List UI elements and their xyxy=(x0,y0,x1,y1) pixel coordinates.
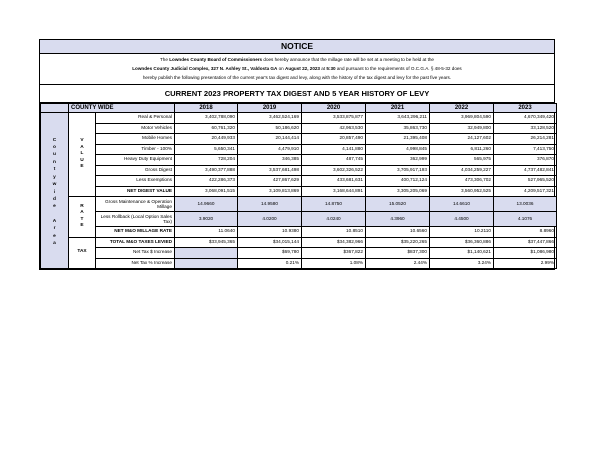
rate-cell: 4.3960 xyxy=(366,212,430,227)
year-header: 2021 xyxy=(366,104,430,113)
year-header: 2023 xyxy=(494,104,557,113)
value-cell: 362,999 xyxy=(366,155,430,166)
header-corner xyxy=(41,104,69,113)
notice-body xyxy=(40,54,554,85)
rate-cell: 4.0200 xyxy=(238,212,302,227)
table-row xyxy=(41,186,557,197)
table-row xyxy=(41,134,557,145)
value-cell: 3,490,377,888 xyxy=(175,165,238,176)
table-row xyxy=(41,144,557,155)
table-row xyxy=(41,155,557,166)
value-cell: 400,712,124 xyxy=(366,176,430,187)
tax-cell: $37,447,866 xyxy=(494,237,557,248)
table-title: CURRENT 2023 PROPERTY TAX DIGEST AND 5 YEAR HISTORY OF LEVY xyxy=(40,85,554,103)
row-label: Gross Maintenance & Operation Millage xyxy=(96,197,175,212)
value-cell: 728,204 xyxy=(175,155,238,166)
value-cell: 3,533,875,877 xyxy=(302,113,366,124)
value-cell: 20,857,490 xyxy=(302,134,366,145)
county-wide-header: COUNTY WIDE xyxy=(69,104,175,113)
value-cell: 3,643,296,211 xyxy=(366,113,430,124)
tax-cell: 1.08% xyxy=(302,258,366,269)
tax-cell: $1,086,980 xyxy=(494,248,557,259)
row-label: Real & Personal xyxy=(96,113,175,124)
value-cell: 26,214,281 xyxy=(494,134,557,145)
notice-document xyxy=(39,39,555,270)
year-header: 2019 xyxy=(238,104,302,113)
value-cell: 4,141,880 xyxy=(302,144,366,155)
header-row xyxy=(41,104,557,113)
tax-cell: 2.44% xyxy=(366,258,430,269)
digest-table xyxy=(40,103,557,269)
value-cell: 4,737,482,841 xyxy=(494,165,557,176)
rate-cell: 8.8960 xyxy=(494,227,557,238)
rate-cell: 10.8510 xyxy=(302,227,366,238)
table-row xyxy=(41,176,557,187)
value-cell: 3,705,917,193 xyxy=(366,165,430,176)
row-label: Net Tax % Increase xyxy=(96,258,175,269)
value-cell: 3,462,524,169 xyxy=(238,113,302,124)
row-label: Net Tax $ Increase xyxy=(96,248,175,259)
rate-cell: 10.6560 xyxy=(366,227,430,238)
value-cell: 50,186,620 xyxy=(238,123,302,134)
value-cell: 3,109,813,869 xyxy=(238,186,302,197)
tax-cell: $367,822 xyxy=(302,248,366,259)
value-cell: 527,965,520 xyxy=(494,176,557,187)
value-cell: 32,949,800 xyxy=(430,123,494,134)
value-cell: 20,144,414 xyxy=(238,134,302,145)
value-cell: 346,385 xyxy=(238,155,302,166)
tax-cell: $36,360,886 xyxy=(430,237,494,248)
notice-line-2: Lowndes County Judicial Complex, 327 N. Ashley St., Valdosta GA on August 22, 2023 at 5:30 and pursuant to the requirements of O.C.G.A. § 48-5-32 does xyxy=(132,66,462,71)
tax-cell: $34,015,144 xyxy=(238,237,302,248)
tax-cell: $1,140,621 xyxy=(430,248,494,259)
table-row xyxy=(41,237,557,248)
value-cell: 3,560,952,525 xyxy=(430,186,494,197)
value-cell: 4,998,845 xyxy=(366,144,430,155)
value-cell: 35,863,730 xyxy=(366,123,430,134)
rate-cell: 10.9380 xyxy=(238,227,302,238)
tax-cell: $34,382,966 xyxy=(302,237,366,248)
value-cell: 33,128,520 xyxy=(494,123,557,134)
row-label: NET DIGEST VALUE xyxy=(96,186,175,197)
notice-line-3: hereby publish the following presentation of the current year's tax digest and levy, along with the history of the tax digest and levy for the past five years. xyxy=(142,75,452,80)
countywide-area-label: C o u n t y w i d e A r e a xyxy=(41,113,69,269)
tax-cell: $33,945,365 xyxy=(175,237,238,248)
rate-cell: 10.2110 xyxy=(430,227,494,238)
row-label: Timber - 100% xyxy=(96,144,175,155)
value-cell: 24,127,602 xyxy=(430,134,494,145)
tax-cell: 2.99% xyxy=(494,258,557,269)
value-cell: 20,449,933 xyxy=(175,134,238,145)
rate-cell: 4.1076 xyxy=(494,212,557,227)
table-row xyxy=(41,123,557,134)
value-cell: 3,068,091,515 xyxy=(175,186,238,197)
table-row xyxy=(41,165,557,176)
value-cell: 427,867,629 xyxy=(238,176,302,187)
table-row xyxy=(41,197,557,212)
value-cell: 5,650,341 xyxy=(175,144,238,155)
value-cell: 7,413,750 xyxy=(494,144,557,155)
value-cell: 4,670,349,420 xyxy=(494,113,557,124)
value-cell: 422,286,373 xyxy=(175,176,238,187)
rate-cell: 4.0240 xyxy=(302,212,366,227)
row-label: Less Rollback (Local Option Sales Tax) xyxy=(96,212,175,227)
value-cell: 3,305,205,069 xyxy=(366,186,430,197)
row-label: TOTAL M&O TAXES LEVIED xyxy=(96,237,175,248)
value-cell: 4,209,517,321 xyxy=(494,186,557,197)
rate-cell: 15.0520 xyxy=(366,197,430,212)
rate-cell: 14.6610 xyxy=(430,197,494,212)
value-cell: 473,306,702 xyxy=(430,176,494,187)
value-cell: 3,602,326,522 xyxy=(302,165,366,176)
value-cell: 60,761,320 xyxy=(175,123,238,134)
value-cell: 3,168,644,891 xyxy=(302,186,366,197)
row-label: Mobile Homes xyxy=(96,134,175,145)
rate-cell: 11.0640 xyxy=(175,227,238,238)
row-label: NET M&O MILLAGE RATE xyxy=(96,227,175,238)
year-header: 2022 xyxy=(430,104,494,113)
value-cell: 565,975 xyxy=(430,155,494,166)
tax-cell: $69,780 xyxy=(238,248,302,259)
value-section-label: V A L U E xyxy=(69,113,96,197)
table-row xyxy=(41,258,557,269)
row-label: Gross Digest xyxy=(96,165,175,176)
rate-cell: 14.8750 xyxy=(302,197,366,212)
value-cell: 6,811,260 xyxy=(430,144,494,155)
rate-cell: 3.9020 xyxy=(175,212,238,227)
tax-cell: 3.24% xyxy=(430,258,494,269)
tax-cell: 0.21% xyxy=(238,258,302,269)
value-cell: 42,963,530 xyxy=(302,123,366,134)
rate-cell: 14.9660 xyxy=(175,197,238,212)
value-cell: 376,870 xyxy=(494,155,557,166)
row-label: Motor Vehicles xyxy=(96,123,175,134)
value-cell: 4,479,910 xyxy=(238,144,302,155)
rate-cell: 4.4500 xyxy=(430,212,494,227)
tax-cell xyxy=(175,258,238,269)
value-cell: 3,969,804,590 xyxy=(430,113,494,124)
value-cell: 21,395,408 xyxy=(366,134,430,145)
tax-cell: $35,220,265 xyxy=(366,237,430,248)
tax-section-label: TAX xyxy=(69,237,96,269)
table-row xyxy=(41,113,557,124)
value-cell: 433,681,631 xyxy=(302,176,366,187)
notice-line-1: The Lowndes County Board of Commissioners does hereby announce that the millage rate will be set at a meeting to be held at the xyxy=(160,57,434,62)
value-cell: 487,745 xyxy=(302,155,366,166)
table-row xyxy=(41,227,557,238)
row-label: Less Exemptions xyxy=(96,176,175,187)
rate-cell: 14.9580 xyxy=(238,197,302,212)
value-cell: 4,034,259,227 xyxy=(430,165,494,176)
row-label: Heavy Duty Equipment xyxy=(96,155,175,166)
tax-cell xyxy=(175,248,238,259)
table-row xyxy=(41,248,557,259)
value-cell: 3,537,681,498 xyxy=(238,165,302,176)
rate-section-label: R A T E xyxy=(69,197,96,238)
tax-cell: $837,300 xyxy=(366,248,430,259)
value-cell: 3,402,788,090 xyxy=(175,113,238,124)
table-row xyxy=(41,212,557,227)
year-header: 2018 xyxy=(175,104,238,113)
notice-heading: NOTICE xyxy=(40,40,554,54)
year-header: 2020 xyxy=(302,104,366,113)
rate-cell: 13.0036 xyxy=(494,197,557,212)
